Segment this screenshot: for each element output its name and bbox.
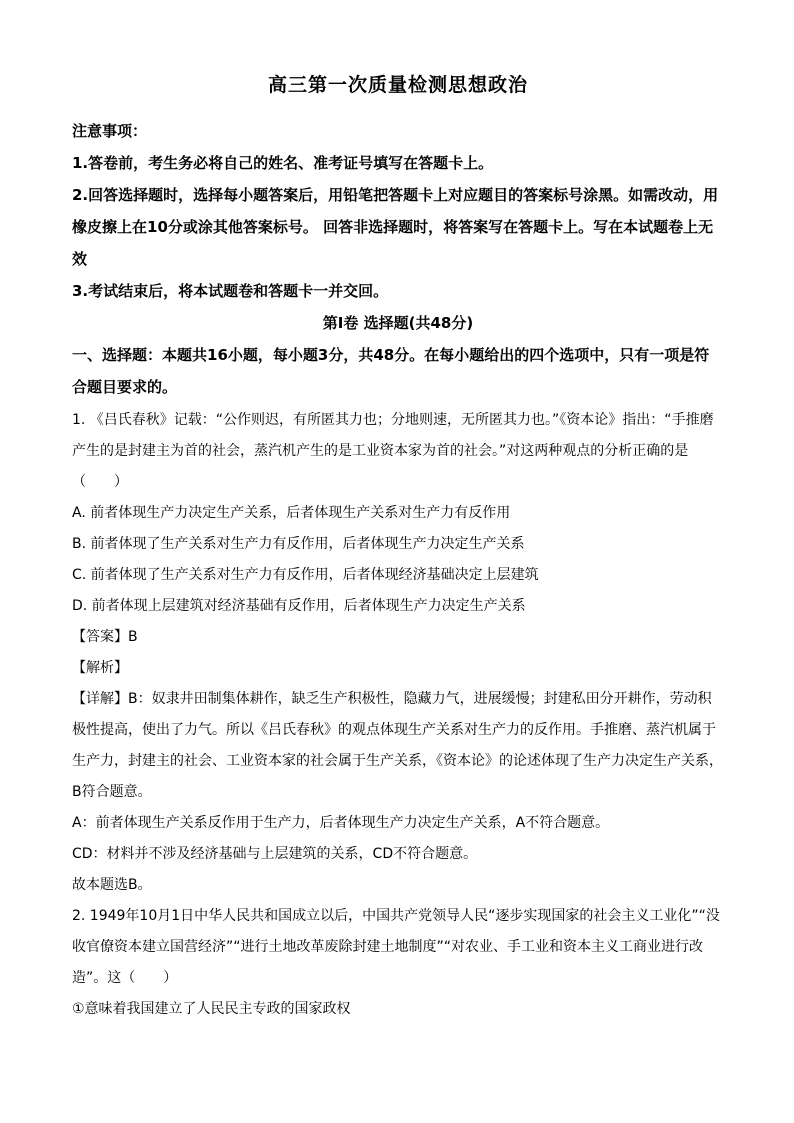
question-1-option-b: B. 前者体现了生产关系对生产力有反作用，后者体现生产力决定生产关系: [72, 536, 525, 552]
question-1-option-c: C. 前者体现了生产关系对生产力有反作用，后者体现经济基础决定上层建筑: [72, 567, 539, 583]
question-1-option-d: D. 前者体现上层建筑对经济基础有反作用，后者体现生产力决定生产关系: [72, 598, 526, 614]
explain-option-cd: CD：材料并不涉及经济基础与上层建筑的关系，CD不符合题意。: [72, 846, 478, 862]
notice-item-1: 1.答卷前，考生务必将自己的姓名、准考证号填写在答题卡上。: [72, 154, 494, 172]
notice-item-2: 2.回答选择题时，选择每小题答案后，用铅笔把答题卡上对应题目的答案标号涂黑。如需改动，用橡皮擦上在10分或涂其他答案标号。 回答非选择题时，将答案写在答题卡上。写在本试题卷上无效: [72, 186, 719, 268]
page-title: 高三第一次质量检测思想政治: [267, 74, 528, 96]
question-1-stem: 1. 《吕氏春秋》记载：“公作则迟，有所匿其力也；分地则速，无所匿其力也。”《资本论》指出：“手推磨产生的是封建主为首的社会，蒸汽机产生的是工业资本家为首的社会。”对这两种观点的分析正确的是（ ）: [72, 412, 714, 490]
analysis-label: 【解析】: [72, 660, 128, 676]
section-intro: 一、选择题：本题共16小题，每小题3分，共48分。在每小题给出的四个选项中，只有一项是符合题目要求的。: [72, 346, 710, 396]
document-page: [72, 70, 724, 1025]
answer-label: 【答案】B: [72, 629, 138, 645]
notice-item-3: 3.考试结束后，将本试题卷和答题卡一并交回。: [72, 282, 389, 300]
detail-explanation: 【详解】B：奴隶井田制集体耕作，缺乏生产积极性，隐藏力气，进展缓慢；封建私田分开耕作，劳动积极性提高，使出了力气。所以《吕氏春秋》的观点体现生产关系对生产力的反作用。手推磨、蒸汽机属于生产力，封建主的社会、工业资本家的社会属于生产关系，《资本论》的论述体现了生产力决定生产关系，B符合题意。: [72, 691, 723, 800]
section-title: 第Ⅰ卷 选择题(共48分): [322, 314, 474, 332]
explain-option-a: A：前者体现生产关系反作用于生产力，后者体现生产力决定生产关系，A不符合题意。: [72, 815, 610, 831]
conclusion: 故本题选B。: [72, 877, 152, 893]
notice-heading: 注意事项：: [72, 122, 148, 140]
question-2-stem: 2. 1949年10月1日中华人民共和国成立以后，中国共产党领导人民“逐步实现国家的社会主义工业化”“没收官僚资本建立国营经济”“进行土地改革废除封建土地制度”“对农业、手工业和资本主义工商业进行改造”。这（ ）: [72, 908, 720, 986]
question-2-option-1: ①意味着我国建立了人民民主专政的国家政权: [72, 1001, 351, 1017]
question-1-option-a: A. 前者体现生产力决定生产关系，后者体现生产关系对生产力有反作用: [72, 505, 511, 521]
